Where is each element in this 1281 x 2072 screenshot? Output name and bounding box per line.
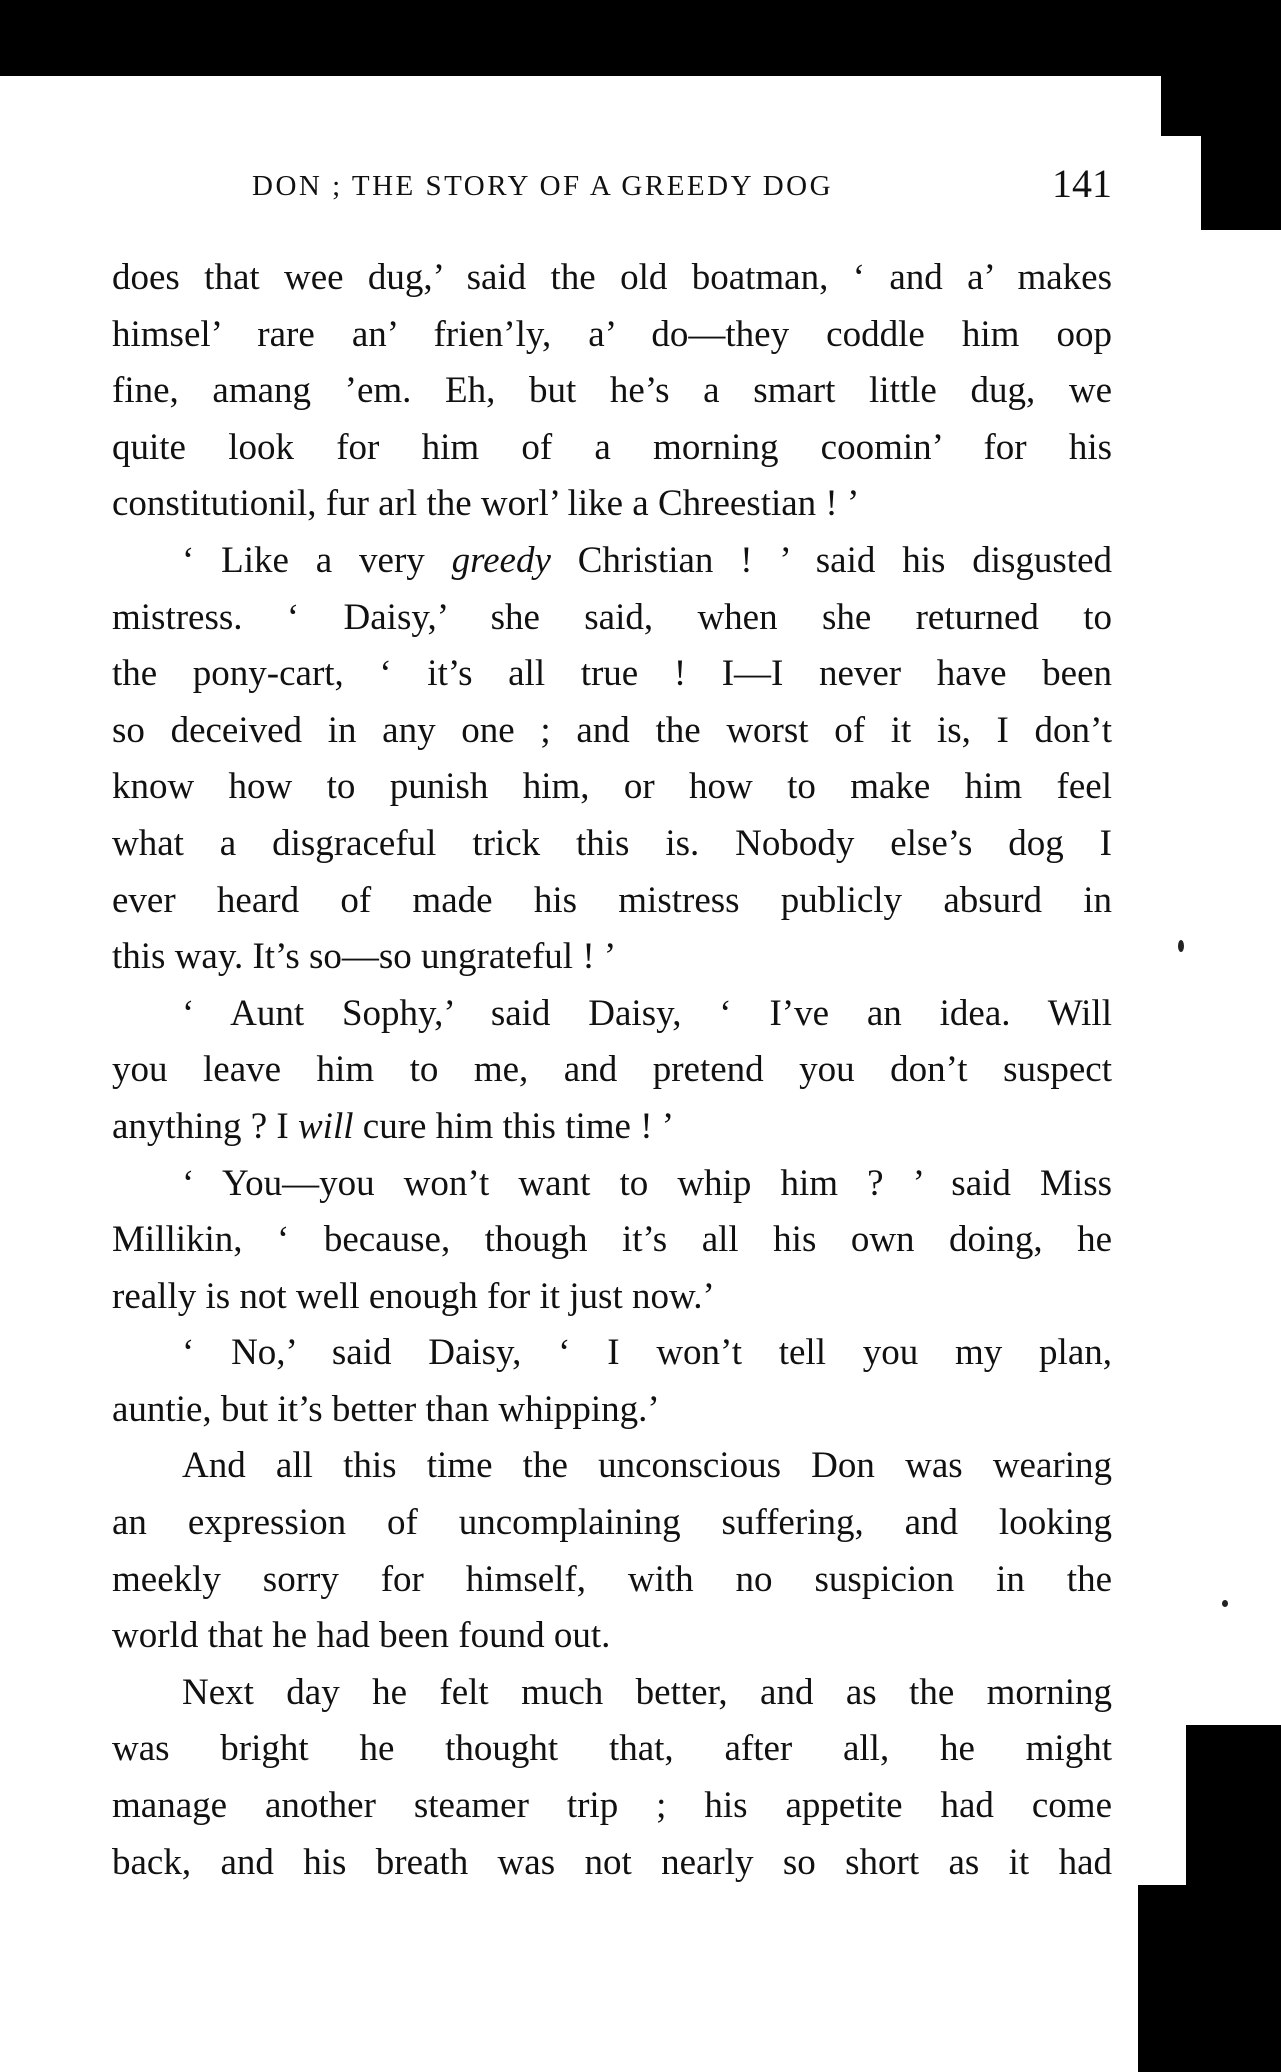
italic-word: will xyxy=(297,1105,354,1147)
text-line: world that he had been found out. xyxy=(112,1615,611,1657)
running-title: DON ; THE STORY OF A GREEDY DOG xyxy=(252,170,834,202)
text-line: ‘ Aunt Sophy,’ said Daisy, ‘ I’ve an idea. Will xyxy=(182,992,1112,1034)
text-line: does that wee dug,’ said the old boatman, ‘ and a’ makes xyxy=(112,257,1112,298)
scan-border-right-lower xyxy=(1186,1725,1281,2072)
body-text xyxy=(112,250,1112,1891)
text-line: Millikin, ‘ because, though it’s all his own doing, he xyxy=(112,1219,1112,1261)
text-line: so deceived in any one ; and the worst of it is, I don’t xyxy=(112,709,1112,751)
text-line: meekly sorry for himself, with no suspicion in the xyxy=(112,1558,1112,1600)
text-fragment: Christian ! ’ said his disgusted xyxy=(577,539,1112,581)
running-header xyxy=(112,160,1112,210)
text-fragment: ‘ Like a very xyxy=(182,539,425,581)
page-number: 141 xyxy=(1052,161,1112,206)
text-line: this way. It’s so—so ungrateful ! ’ xyxy=(112,936,617,978)
text-line: manage another steamer trip ; his appetite had come xyxy=(112,1785,1112,1827)
text-line: know how to punish him, or how to make him feel xyxy=(112,766,1112,808)
scan-border-right-notch xyxy=(1161,76,1201,136)
text-line: an expression of uncomplaining suffering, and looking xyxy=(112,1502,1112,1544)
italic-word: greedy xyxy=(451,539,551,581)
text-line: quite look for him of a morning coomin’ for his xyxy=(112,426,1112,468)
scan-border-right-upper xyxy=(1201,60,1281,230)
text-line: ‘ No,’ said Daisy, ‘ I won’t tell you my plan, xyxy=(182,1332,1112,1374)
scan-border-right-lower-inner xyxy=(1138,1885,1186,2072)
text-line: ‘ You—you won’t want to whip him ? ’ said Miss xyxy=(182,1162,1112,1204)
text-line: himsel’ rare an’ frien’ly, a’ do—they coddle him oop xyxy=(112,313,1112,355)
text-line: constitutionil, fur arl the worl’ like a Chreestian ! ’ xyxy=(112,483,860,525)
scan-speck xyxy=(1222,1600,1228,1607)
text-line: Next day he felt much better, and as the morning xyxy=(182,1671,1112,1713)
text-fragment: anything ? I xyxy=(112,1105,289,1147)
text-line: fine, amang ’em. Eh, but he’s a smart little dug, we xyxy=(112,370,1112,412)
text-line: what a disgraceful trick this is. Nobody else’s dog I xyxy=(112,822,1112,864)
scan-border-top xyxy=(0,0,1281,76)
text-line: the pony-cart, ‘ it’s all true ! I—I never have been xyxy=(112,653,1112,695)
text-line: you leave him to me, and pretend you don’t suspect xyxy=(112,1049,1112,1091)
text-line: auntie, but it’s better than whipping.’ xyxy=(112,1388,660,1430)
text-line: mistress. ‘ Daisy,’ she said, when she returned to xyxy=(112,596,1112,638)
text-line: back, and his breath was not nearly so short as it had xyxy=(112,1841,1112,1883)
text-fragment: cure him this time ! ’ xyxy=(362,1105,675,1147)
text-line: And all this time the unconscious Don was wearing xyxy=(182,1445,1112,1487)
scan-speck xyxy=(1178,940,1184,952)
text-line xyxy=(112,533,1112,590)
text-line xyxy=(112,1099,1112,1156)
text-line: ever heard of made his mistress publicly absurd in xyxy=(112,879,1112,921)
text-line: really is not well enough for it just now.’ xyxy=(112,1275,715,1317)
text-line: was bright he thought that, after all, he might xyxy=(112,1728,1112,1770)
